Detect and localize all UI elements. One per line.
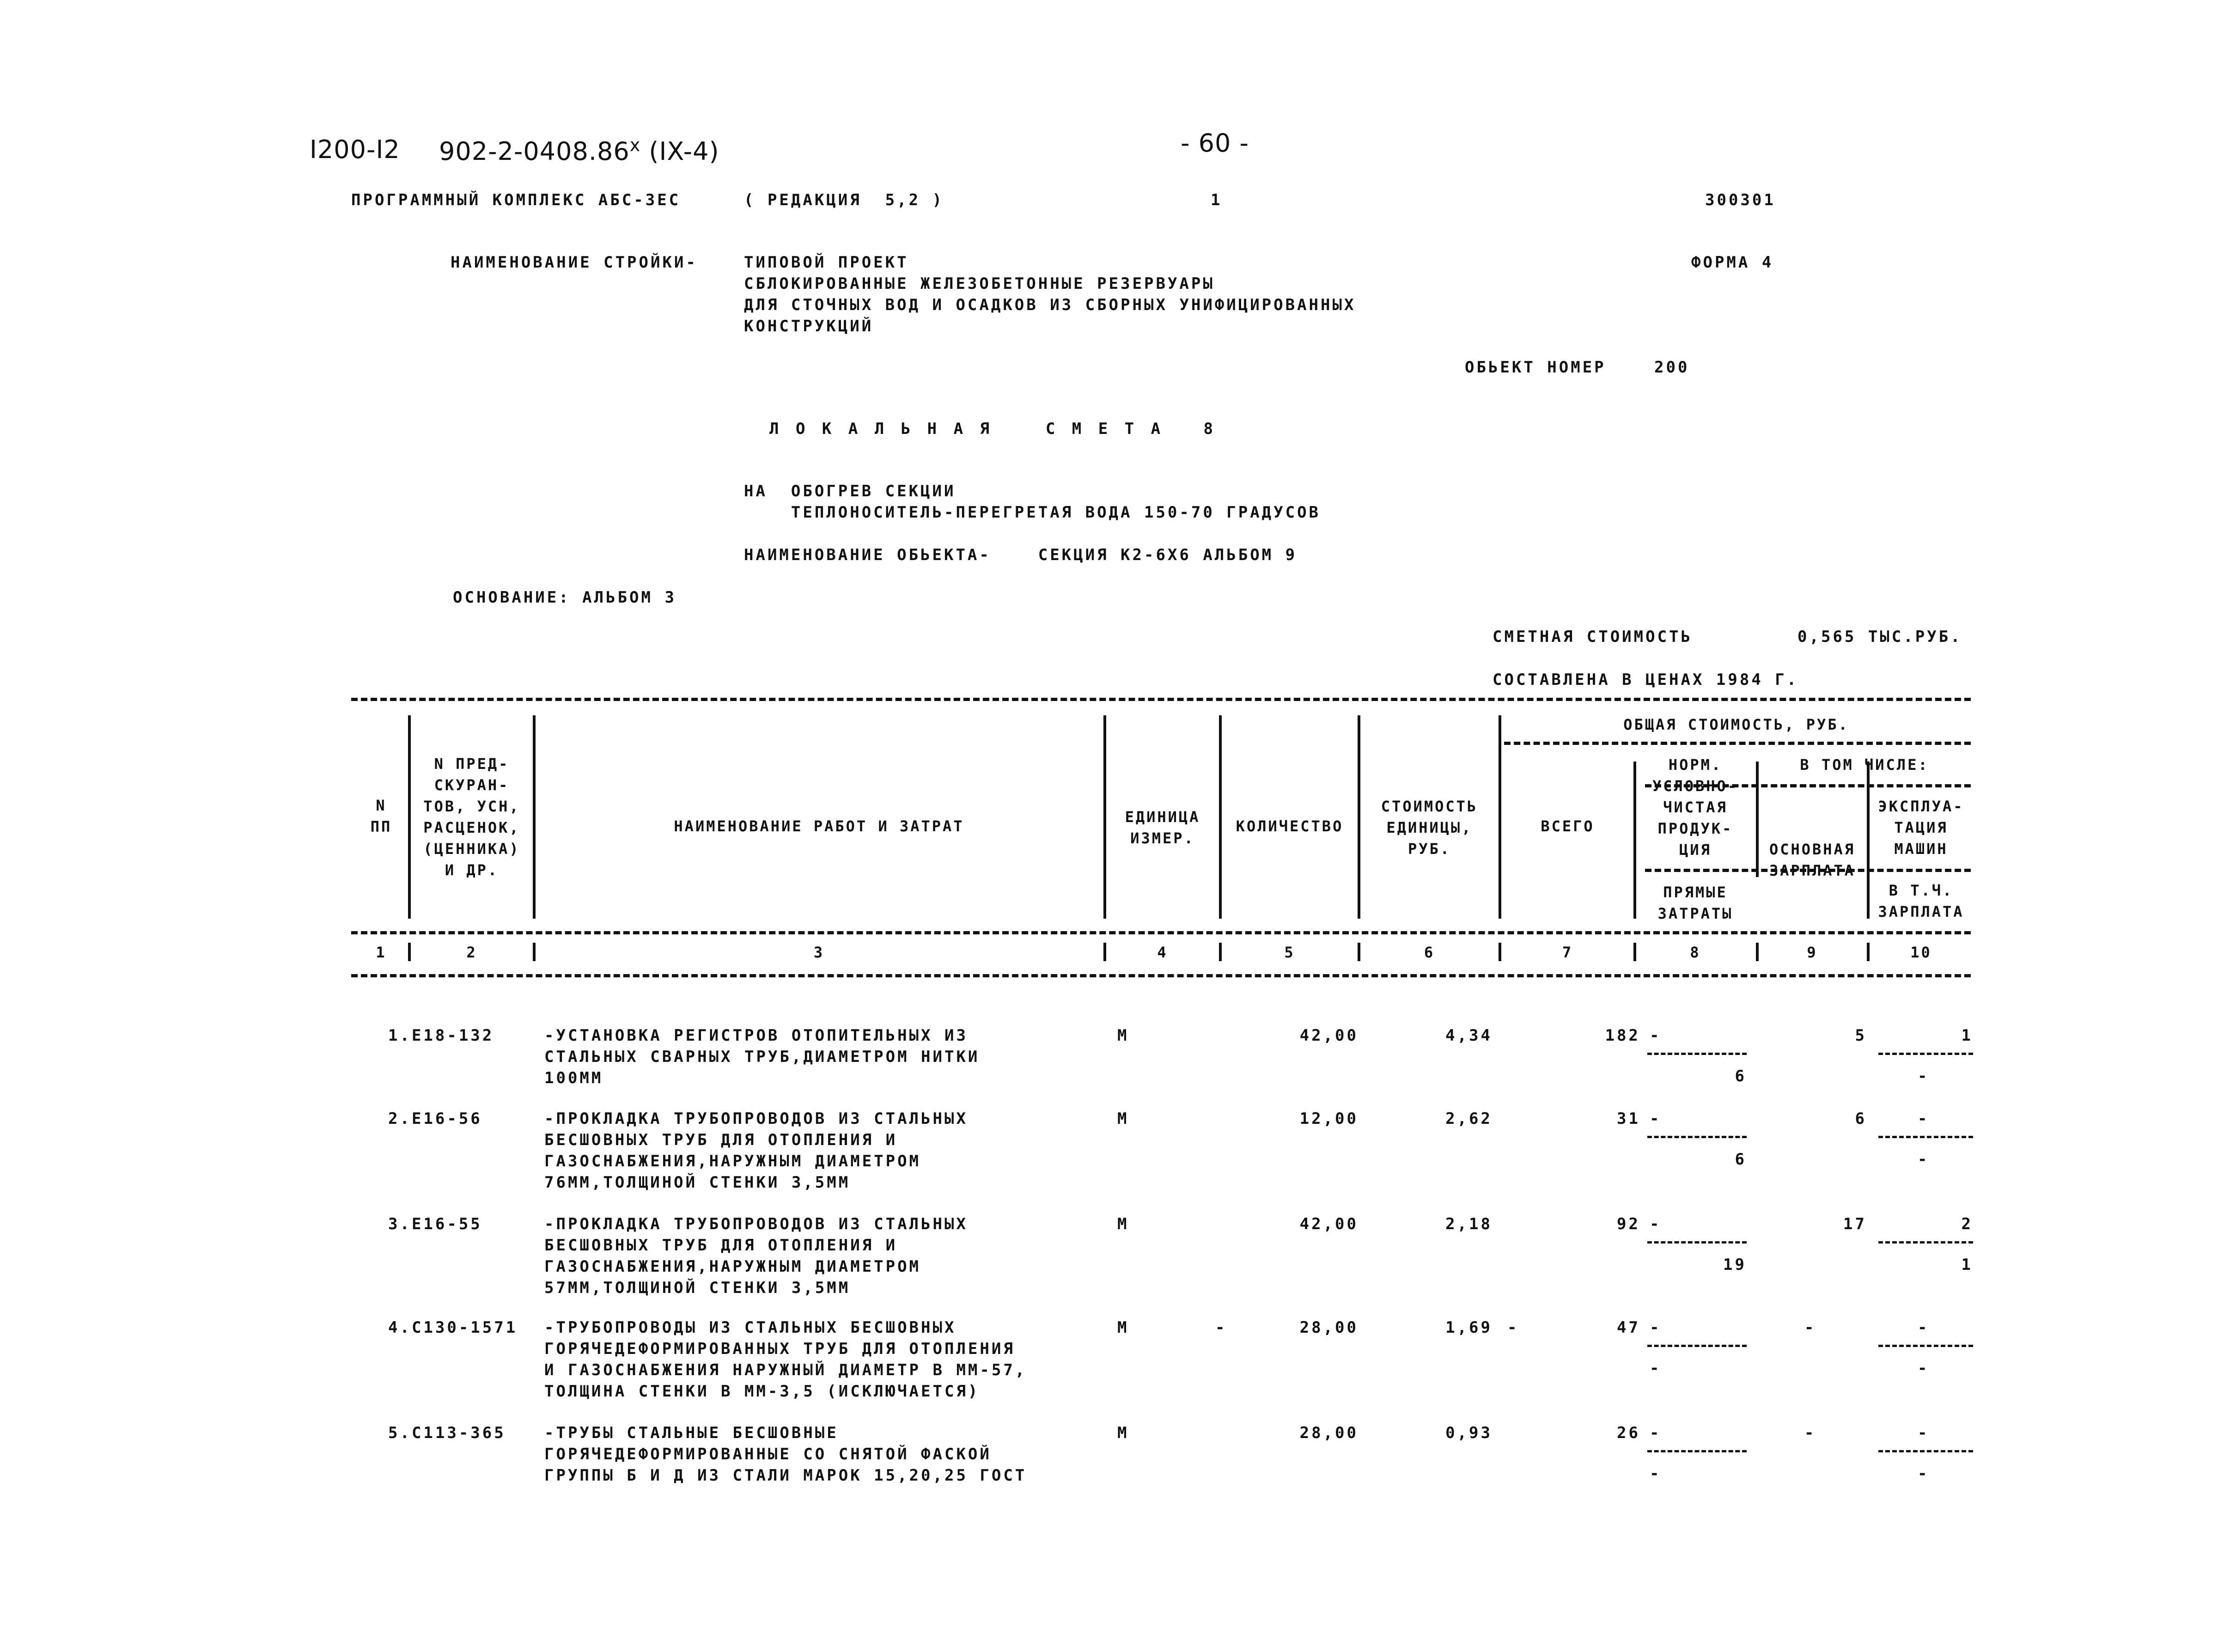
row-col8-bottom: - (1650, 1359, 1662, 1378)
header-col10 (1869, 796, 1973, 922)
header-col9-line: ЗАРПЛАТА (1769, 862, 1856, 879)
colnum-1: 1 (376, 944, 387, 961)
separator-num-4 (1219, 943, 1222, 961)
row-description (544, 1317, 1027, 1402)
colnum-3: 3 (813, 944, 825, 961)
row-col9: 17 (1843, 1215, 1867, 1233)
row-description-line: -УСТАНОВКА РЕГИСТРОВ ОТОПИТЕЛЬНЫХ ИЗ (544, 1026, 968, 1045)
estimated-cost-label: СМЕТНАЯ СТОИМОСТЬ (1493, 628, 1693, 646)
row-code: 1.Е18-132 (388, 1026, 494, 1045)
price-level: СОСТАВЛЕНА В ЦЕНАХ 1984 Г. (1493, 671, 1799, 689)
row-quantity: 12,00 (1299, 1109, 1359, 1128)
header-col6-line: РУБ. (1407, 840, 1451, 858)
row-description-line: ГРУППЫ Б И Д ИЗ СТАЛИ МАРОК 15,20,25 ГОСТ (544, 1466, 1027, 1485)
row-total: 92 (1617, 1215, 1640, 1233)
row-description-line: ГОРЯЧЕДЕФОРМИРОВАННЫЕ СО СНЯТОЙ ФАСКОЙ (544, 1445, 992, 1463)
row-col8-rule (1647, 1241, 1747, 1244)
row-description-line: -ПРОКЛАДКА ТРУБОПРОВОДОВ ИЗ СТАЛЬНЫХ (544, 1109, 968, 1128)
header-code: 300301 (1705, 191, 1776, 209)
row-description-line: СТАЛЬНЫХ СВАРНЫХ ТРУБ,ДИАМЕТРОМ НИТКИ (544, 1048, 980, 1066)
row-col8-rule (1647, 1345, 1747, 1347)
purpose-line: НА ОБОГРЕВ СЕКЦИИ (744, 482, 956, 500)
object-name: НАИМЕНОВАНИЕ ОБЬЕКТА- СЕКЦИЯ К2-6Х6 АЛЬБОМ 9 (744, 546, 1298, 564)
colnum-2: 2 (466, 944, 477, 961)
row-description-line: -ТРУБОПРОВОДЫ ИЗ СТАЛЬНЫХ БЕСШОВНЫХ (544, 1318, 957, 1337)
header-col8-line: ЧИСТАЯ (1663, 799, 1728, 816)
header-col2-line: N ПРЕД- (434, 755, 510, 773)
page-number: - 60 - (1181, 128, 1249, 158)
header-col8-line: ЦИЯ (1679, 841, 1712, 859)
basis-label: ОСНОВАНИЕ: АЛЬБОМ 3 (453, 588, 676, 607)
row-col9: 6 (1855, 1109, 1867, 1128)
row-col9-mark: - (1804, 1318, 1816, 1337)
row-col8-top: - (1650, 1424, 1662, 1442)
estimate-title: Л О К А Л Ь Н А Я С М Е Т А 8 (769, 420, 1217, 438)
header-col10-line: МАШИН (1894, 840, 1948, 858)
header-col4-line: ЕДИНИЦА (1125, 808, 1200, 826)
row-total: 31 (1617, 1109, 1640, 1128)
construction-name-line: ДЛЯ СТОЧНЫХ ВОД И ОСАДКОВ ИЗ СБОРНЫХ УНИФИЦИРОВАННЫХ (744, 296, 1356, 314)
row-unit: М (1117, 1109, 1129, 1128)
sheet-number: 1 (1211, 191, 1223, 209)
row-col10-rule (1878, 1053, 1973, 1055)
construction-name-line: КОНСТРУКЦИЙ (744, 317, 874, 335)
row-col10-top: 2 (1961, 1215, 1973, 1233)
row-col8-top: - (1650, 1215, 1662, 1233)
row-description (544, 1025, 980, 1089)
header-col6 (1361, 796, 1498, 860)
separator-4 (1219, 715, 1222, 919)
row-col8-rule (1647, 1450, 1747, 1452)
header-col10-line: В Т.Ч. (1889, 882, 1954, 899)
estimated-cost-value: 0,565 ТЫС.РУБ. (1797, 628, 1962, 646)
colnum-5: 5 (1284, 944, 1295, 961)
row-unit-price: 1,69 (1445, 1318, 1493, 1337)
row-description (544, 1108, 968, 1193)
separator-1 (408, 715, 411, 919)
row-total: 47 (1617, 1318, 1640, 1337)
row-description-line: БЕСШОВНЫХ ТРУБ ДЛЯ ОТОПЛЕНИЯ И (544, 1236, 898, 1255)
row-col8-top: - (1650, 1318, 1662, 1337)
row-code: 2.Е16-56 (388, 1109, 482, 1128)
document-stamp: I200-I2 (310, 135, 400, 164)
separator-num-3 (1103, 943, 1106, 961)
separator-5 (1358, 715, 1360, 919)
header-col6-line: СТОИМОСТЬ (1381, 798, 1478, 815)
row-quantity: 42,00 (1299, 1215, 1359, 1233)
row-description-line: 100ММ (544, 1069, 603, 1087)
header-col7: ВСЕГО (1541, 817, 1595, 835)
header-col8-line: ПРОДУК- (1657, 820, 1733, 837)
separator-6 (1499, 715, 1501, 919)
object-number: 200 (1654, 358, 1690, 377)
row-unit-price: 2,18 (1445, 1215, 1493, 1233)
row-description (544, 1213, 968, 1298)
header-col4 (1107, 806, 1219, 849)
row-col8-bottom: 6 (1735, 1067, 1747, 1085)
row-col8-rule (1647, 1136, 1747, 1138)
row-col10-top: - (1918, 1318, 1930, 1337)
row-unit-price: 2,62 (1445, 1109, 1493, 1128)
separator-num-6 (1499, 943, 1501, 961)
row-unit: М (1117, 1424, 1129, 1442)
row-unit: М (1117, 1318, 1129, 1337)
row-quantity: 28,00 (1299, 1318, 1359, 1337)
row-col8-top: - (1650, 1026, 1662, 1045)
row-description-line: ГАЗОСНАБЖЕНИЯ,НАРУЖНЫМ ДИАМЕТРОМ (544, 1257, 921, 1276)
row-unit-price: 0,93 (1445, 1424, 1493, 1442)
colnum-4: 4 (1157, 944, 1168, 961)
header-col10-line: ТАЦИЯ (1894, 819, 1948, 836)
row-col8-top: - (1650, 1109, 1662, 1128)
header-col3: НАИМЕНОВАНИЕ РАБОТ И ЗАТРАТ (674, 817, 964, 835)
row-description (544, 1422, 1027, 1486)
header-col2-line: (ЦЕННИКА) (423, 840, 520, 858)
header-col2-line: СКУРАН- (434, 776, 510, 794)
separator-num-2 (533, 943, 536, 961)
separator-num-5 (1358, 943, 1360, 961)
header-col10-line: ЭКСПЛУА- (1878, 798, 1964, 815)
document-code-superscript: x (629, 135, 641, 155)
row-col10-bottom: - (1918, 1067, 1930, 1085)
row-description-line: 57ММ,ТОЛЩИНОЙ СТЕНКИ 3,5ММ (544, 1279, 851, 1297)
row-description-line: -ТРУБЫ СТАЛЬНЫЕ БЕСШОВНЫЕ (544, 1424, 839, 1442)
header-col1-line: N (376, 797, 387, 814)
colnum-10: 10 (1910, 944, 1932, 961)
row-unit: М (1117, 1026, 1129, 1045)
header-col2-line: ТОВ, УСН, (423, 798, 520, 815)
row-description-line: И ГАЗОСНАБЖЕНИЯ НАРУЖНЫЙ ДИАМЕТР В ММ-57, (544, 1361, 1027, 1379)
header-col1-line: ПП (370, 818, 392, 835)
row-col9-mark: - (1804, 1424, 1816, 1442)
separator-3 (1103, 715, 1106, 919)
document-code-main: 902-2-0408.86 (439, 137, 630, 166)
header-col5: КОЛИЧЕСТВО (1236, 817, 1344, 835)
table-row (0, 1422, 1930, 1572)
header-col10-line: ЗАРПЛАТА (1878, 903, 1964, 920)
row-col10-rule (1878, 1241, 1973, 1244)
row-col8-bottom: 19 (1723, 1256, 1747, 1274)
row-col10-top: - (1918, 1424, 1930, 1442)
row-col8-bottom: - (1650, 1464, 1662, 1483)
header-col1 (356, 795, 407, 837)
row-unit: М (1117, 1215, 1129, 1233)
colnum-8: 8 (1690, 944, 1701, 961)
row-col9: 5 (1855, 1026, 1867, 1045)
row-col8-bottom: 6 (1735, 1150, 1747, 1169)
edition-label: ( РЕДАКЦИЯ 5,2 ) (744, 191, 944, 209)
row-col10-top: 1 (1961, 1026, 1973, 1045)
row-code: 5.С113-365 (388, 1424, 506, 1442)
row-col10-bottom: - (1918, 1359, 1930, 1378)
header-col8-line: ПРЯМЫЕ (1663, 884, 1728, 901)
colnum-6: 6 (1424, 944, 1435, 961)
row-col10-bottom: 1 (1961, 1256, 1973, 1274)
separator-num-1 (408, 943, 411, 961)
header-col8-line: НОРМ. (1668, 756, 1723, 774)
row-col10-bottom: - (1918, 1150, 1930, 1169)
row-total: 26 (1617, 1424, 1640, 1442)
header-col6-line: ЕДИНИЦЫ, (1386, 819, 1473, 836)
construction-name-line: ТИПОВОЙ ПРОЕКТ (744, 253, 909, 272)
header-col8-line: ЗАТРАТЫ (1657, 905, 1733, 922)
row-unit-mark: - (1215, 1318, 1227, 1337)
row-description-line: ГАЗОСНАБЖЕНИЯ,НАРУЖНЫМ ДИАМЕТРОМ (544, 1152, 921, 1170)
header-col4-line: ИЗМЕР. (1130, 829, 1195, 847)
row-col10-rule (1878, 1450, 1973, 1452)
row-code: 4.С130-1571 (388, 1318, 518, 1337)
program-label: ПРОГРАММНЫЙ КОМПЛЕКС АБС-ЗЕС (351, 191, 681, 209)
header-col2 (411, 753, 532, 881)
row-description-line: ГОРЯЧЕДЕФОРМИРОВАННЫХ ТРУБ ДЛЯ ОТОПЛЕНИЯ (544, 1340, 1015, 1358)
purpose-line: ТЕПЛОНОСИТЕЛЬ-ПЕРЕГРЕТАЯ ВОДА 150-70 ГРАДУСОВ (744, 503, 1321, 522)
row-description-line: -ПРОКЛАДКА ТРУБОПРОВОДОВ ИЗ СТАЛЬНЫХ (544, 1215, 968, 1233)
row-quantity: 28,00 (1299, 1424, 1359, 1442)
header-col9-line: ОСНОВНАЯ (1769, 841, 1856, 858)
row-col10-rule (1878, 1345, 1973, 1347)
row-col8-rule (1647, 1053, 1747, 1055)
row-price-mark: - (1507, 1318, 1519, 1337)
object-number-label: ОБЬЕКТ НОМЕР (1465, 358, 1606, 377)
form-label: ФОРМА 4 (1691, 253, 1774, 272)
row-description-line: ТОЛЩИНА СТЕНКИ В ММ-3,5 (ИСКЛЮЧАЕТСЯ) (544, 1382, 980, 1401)
construction-name-label: НАИМЕНОВАНИЕ СТРОЙКИ- (451, 253, 698, 272)
header-col9 (1758, 839, 1866, 881)
header-col2-line: РАСЦЕНОК, (423, 819, 520, 836)
construction-name-line: СБЛОКИРОВАННЫЕ ЖЕЛЕЗОБЕТОННЫЕ РЕЗЕРВУАРЫ (744, 274, 1215, 293)
header-incl: В ТОМ ЧИСЛЕ: (1800, 756, 1929, 774)
row-col10-top: - (1918, 1109, 1930, 1128)
row-col10-rule (1878, 1136, 1973, 1138)
row-quantity: 42,00 (1299, 1026, 1359, 1045)
document-code-suffix: (IX-4) (649, 137, 719, 166)
header-col2-line: И ДР. (445, 861, 499, 879)
colnum-7: 7 (1562, 944, 1573, 961)
row-description-line: БЕСШОВНЫХ ТРУБ ДЛЯ ОТОПЛЕНИЯ И (544, 1131, 898, 1149)
header-group: ОБЩАЯ СТОИМОСТЬ, РУБ. (1623, 716, 1849, 733)
colnum-9: 9 (1807, 944, 1818, 961)
row-total: 182 (1605, 1026, 1640, 1045)
row-unit-price: 4,34 (1445, 1026, 1493, 1045)
separator-2 (533, 715, 536, 919)
row-col10-bottom: - (1918, 1464, 1930, 1483)
header-col8 (1636, 754, 1755, 924)
row-description-line: 76ММ,ТОЛЩИНОЙ СТЕНКИ 3,5ММ (544, 1173, 851, 1192)
row-code: 3.Е16-55 (388, 1215, 482, 1233)
header-col8-line: УСЛОВНО- (1652, 777, 1739, 795)
